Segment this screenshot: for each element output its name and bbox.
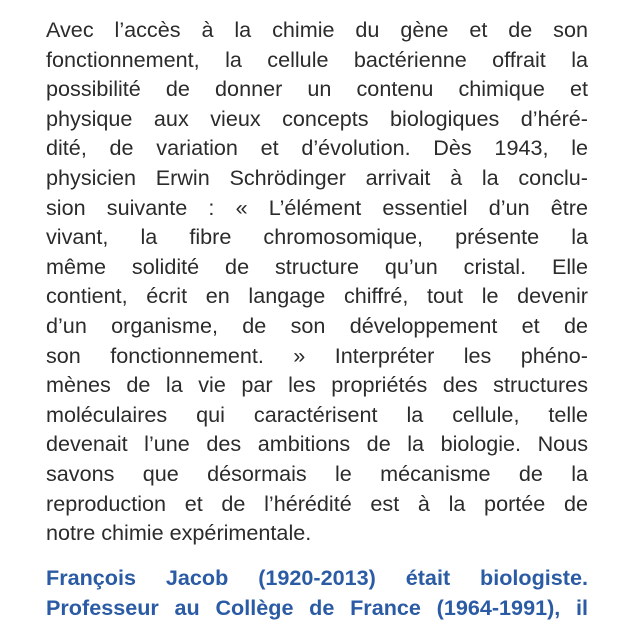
paragraph-line: Avec l’accès à la chimie du gène et de son <box>46 17 588 42</box>
paragraph-line: fonctionnement, la cellule bactérienne offrait la <box>46 46 588 72</box>
paragraph-line: sion suivante : « L’élément essentiel d’un être <box>46 194 588 220</box>
main-paragraph <box>46 15 588 548</box>
paragraph-line: physicien Erwin Schrödinger arrivait à la conclu- <box>46 164 588 190</box>
paragraph-line: notre chimie expérimentale. <box>46 520 312 546</box>
paragraph-line: mènes de la vie par les propriétés des structures <box>46 372 588 398</box>
author-bio <box>46 563 588 622</box>
paragraph-line: moléculaires qui caractérisent la cellule, telle <box>46 401 588 427</box>
paragraph-line: devenait l’une des ambitions de la biologie. Nous <box>46 431 588 457</box>
paragraph-line: contient, écrit en langage chiffré, tout le devenir <box>46 283 588 309</box>
paragraph-line: savons que désormais le mécanisme de la <box>46 460 588 486</box>
paragraph-line: vivant, la fibre chromosomique, présente la <box>46 224 588 250</box>
paragraph-line: son fonctionnement. » Interpréter les phéno- <box>46 342 588 368</box>
bio-line: Professeur au Collège de France (1964-1991), il <box>46 594 588 620</box>
paragraph-line: dité, de variation et d’évolution. Dès 1943, le <box>46 135 588 161</box>
paragraph-line: physique aux vieux concepts biologiques d’héré- <box>46 105 588 131</box>
paragraph-line: même solidité de structure qu’un cristal. Elle <box>46 253 588 279</box>
paragraph-line: reproduction et de l’hérédité est à la portée de <box>46 490 588 516</box>
paragraph-line: d’un organisme, de son développement et de <box>46 312 588 338</box>
bio-line: François Jacob (1920-2013) était biologiste. <box>46 565 588 590</box>
paragraph-line: possibilité de donner un contenu chimique et <box>46 76 588 102</box>
